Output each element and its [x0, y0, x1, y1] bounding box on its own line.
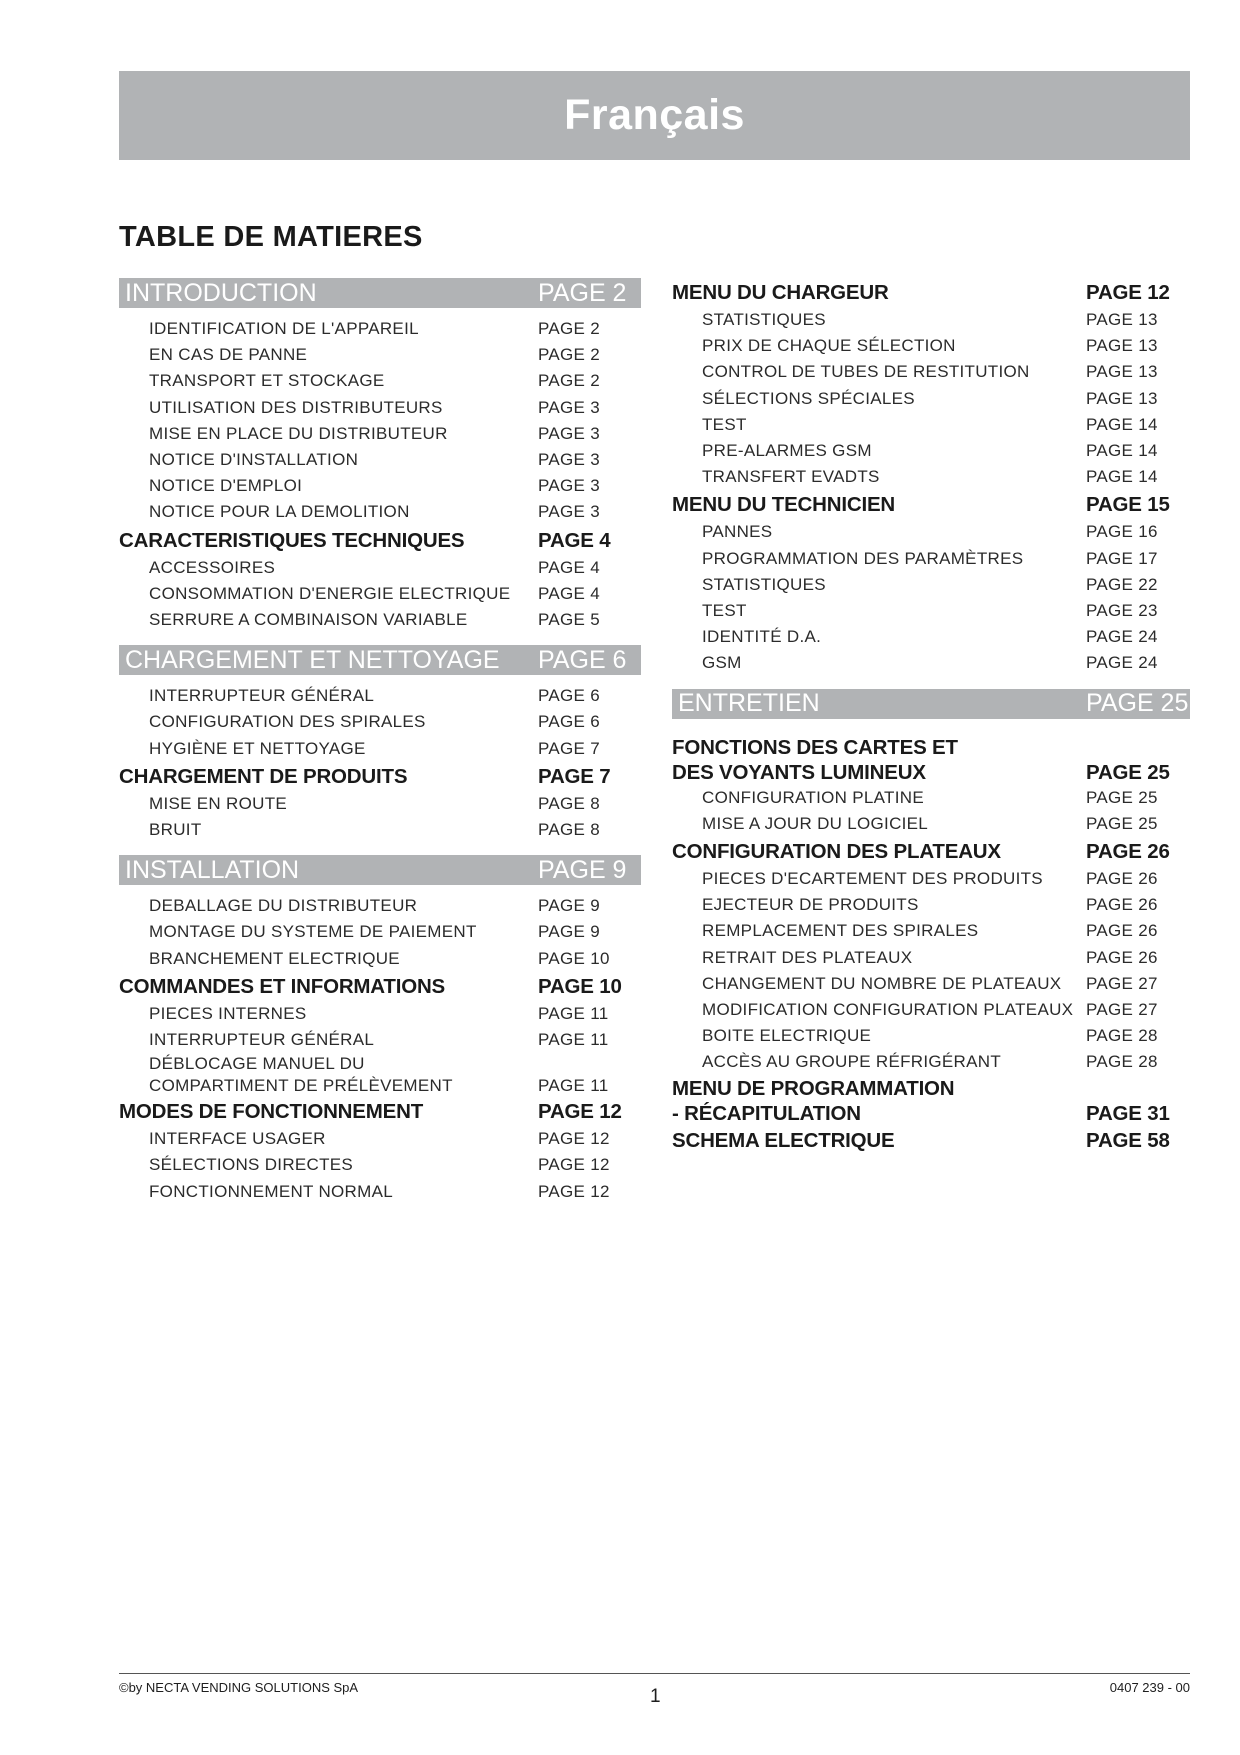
toc-item[interactable]	[119, 473, 641, 499]
toc-item-label: CONSOMMATION D'ENERGIE ELECTRIQUE	[149, 583, 511, 603]
toc-item-label: SÉLECTIONS SPÉCIALES	[702, 388, 915, 408]
toc-item[interactable]	[672, 464, 1190, 490]
toc-item[interactable]	[119, 791, 641, 817]
toc-item-label: PRE-ALARMES GSM	[702, 441, 872, 461]
toc-item-page: PAGE 11	[538, 1030, 609, 1050]
section-page: PAGE 9	[538, 855, 627, 884]
toc-item[interactable]	[119, 447, 641, 473]
toc-item-label: STATISTIQUES	[702, 310, 826, 329]
toc-heading-chargement-produits[interactable]	[119, 762, 641, 791]
toc-item-page: PAGE 3	[538, 397, 600, 417]
section-bar-installation[interactable]	[119, 855, 641, 885]
toc-item[interactable]	[672, 386, 1190, 412]
toc-heading-label: MODES DE FONCTIONNEMENT	[119, 1100, 424, 1124]
toc-item-page: PAGE 26	[1086, 895, 1158, 915]
toc-item[interactable]	[119, 683, 641, 709]
toc-item-page: PAGE 3	[538, 423, 600, 443]
footer-copyright: ©by NECTA VENDING SOLUTIONS SpA	[119, 1680, 359, 1695]
toc-item[interactable]	[672, 971, 1190, 997]
toc-item-page: PAGE 12	[538, 1155, 610, 1175]
toc-item[interactable]	[119, 1179, 641, 1205]
toc-item-label: BRUIT	[149, 820, 202, 840]
toc-item[interactable]	[672, 945, 1190, 971]
toc-heading-page: PAGE 25	[1086, 760, 1170, 784]
toc-item-label: SERRURE A COMBINAISON VARIABLE	[149, 610, 468, 630]
toc-heading-page: PAGE 15	[1086, 493, 1170, 517]
toc-heading-page: PAGE 10	[538, 974, 622, 998]
toc-item-page: PAGE 26	[1086, 947, 1158, 967]
toc-item-page: PAGE 27	[1086, 973, 1158, 993]
toc-item-page: PAGE 11	[538, 1076, 609, 1096]
toc-heading-line1: FONCTIONS DES CARTES ET	[672, 735, 958, 759]
toc-item-label: BOITE ELECTRIQUE	[702, 1026, 872, 1046]
toc-heading-page: PAGE 12	[1086, 281, 1170, 304]
toc-item[interactable]	[119, 342, 641, 368]
toc-item-label: PROGRAMMATION DES PARAMÈTRES	[702, 548, 1024, 568]
toc-item[interactable]	[119, 709, 641, 735]
toc-item-label: IDENTITÉ D.A.	[702, 627, 822, 647]
toc-item[interactable]	[672, 811, 1190, 837]
toc-item-label: TRANSPORT ET STOCKAGE	[149, 371, 385, 391]
toc-item[interactable]	[119, 946, 641, 972]
section-page: PAGE 25	[1086, 689, 1189, 718]
toc-item-label: INTERFACE USAGER	[149, 1129, 326, 1149]
toc-item-label: GSM	[702, 653, 742, 673]
section-bar-entretien[interactable]	[672, 689, 1190, 719]
toc-heading-line1: MENU DE PROGRAMMATION	[672, 1076, 955, 1100]
toc-item[interactable]	[672, 918, 1190, 944]
toc-item-page: PAGE 13	[1086, 310, 1158, 329]
toc-heading-label: CARACTERISTIQUES TECHNIQUES	[119, 528, 465, 552]
section-title: INTRODUCTION	[125, 278, 317, 307]
toc-heading-caracteristiques[interactable]	[119, 526, 641, 555]
toc-item[interactable]	[672, 333, 1190, 359]
toc-item[interactable]	[672, 866, 1190, 892]
toc-heading-page: PAGE 12	[538, 1100, 622, 1124]
toc-item[interactable]	[119, 893, 641, 919]
toc-item[interactable]	[119, 1126, 641, 1152]
toc-item-label: NOTICE D'INSTALLATION	[149, 450, 359, 470]
toc-item-page: PAGE 14	[1086, 441, 1158, 461]
toc-left-column	[119, 278, 641, 1205]
toc-item-label: EN CAS DE PANNE	[149, 345, 308, 365]
toc-item[interactable]	[119, 368, 641, 394]
toc-item-page: PAGE 10	[538, 948, 610, 968]
toc-item-page: PAGE 17	[1086, 548, 1158, 568]
toc-heading-page: PAGE 31	[1086, 1101, 1170, 1125]
toc-item-label: HYGIÈNE ET NETTOYAGE	[149, 738, 366, 758]
toc-item-page: PAGE 6	[538, 712, 600, 732]
toc-item-page: PAGE 5	[538, 610, 600, 630]
toc-heading-label: SCHEMA ELECTRIQUE	[672, 1128, 895, 1152]
toc-item-label: CONFIGURATION DES SPIRALES	[149, 712, 426, 732]
toc-heading-label: CONFIGURATION DES PLATEAUX	[672, 840, 1001, 864]
toc-item-page: PAGE 28	[1086, 1052, 1158, 1072]
toc-heading-menu-chargeur[interactable]	[672, 278, 1190, 307]
toc-item-page: PAGE 28	[1086, 1026, 1158, 1046]
toc-item-label: RETRAIT DES PLATEAUX	[702, 947, 913, 967]
toc-item[interactable]	[119, 499, 641, 525]
toc-heading-line2: - RÉCAPITULATION	[672, 1101, 861, 1125]
toc-item[interactable]	[672, 307, 1190, 333]
toc-item[interactable]	[672, 650, 1190, 676]
section-title: INSTALLATION	[125, 855, 300, 884]
toc-item-label: BRANCHEMENT ELECTRIQUE	[149, 948, 400, 968]
toc-item-page: PAGE 25	[1086, 787, 1158, 807]
toc-item[interactable]	[672, 438, 1190, 464]
toc-item-label: ACCESSOIRES	[149, 557, 276, 577]
toc-item-page: PAGE 25	[1086, 813, 1158, 833]
toc-item[interactable]	[119, 1001, 641, 1027]
toc-item[interactable]	[119, 1053, 641, 1097]
toc-item-label: FONCTIONNEMENT NORMAL	[149, 1181, 393, 1201]
toc-item-label: PIECES D'ECARTEMENT DES PRODUITS	[702, 869, 1043, 889]
section-page: PAGE 2	[538, 278, 627, 307]
toc-item-label: NOTICE D'EMPLOI	[149, 476, 303, 496]
toc-item-label: SÉLECTIONS DIRECTES	[149, 1155, 354, 1175]
toc-item[interactable]	[119, 736, 641, 762]
toc-heading-label: MENU DU TECHNICIEN	[672, 493, 896, 517]
toc-item-page: PAGE 3	[538, 476, 600, 496]
toc-item-page: PAGE 27	[1086, 1000, 1158, 1020]
toc-heading-modes[interactable]	[119, 1097, 641, 1126]
toc-item-label: CONTROL DE TUBES DE RESTITUTION	[702, 362, 1030, 382]
toc-item[interactable]	[119, 607, 641, 633]
toc-item[interactable]	[672, 1023, 1190, 1049]
toc-item-label-line1: DÉBLOCAGE MANUEL DU	[149, 1054, 365, 1074]
toc-item[interactable]	[119, 421, 641, 447]
toc-item-label: PANNES	[702, 522, 773, 542]
toc-item-label: UTILISATION DES DISTRIBUTEURS	[149, 397, 443, 417]
page-title: TABLE DE MATIERES	[119, 221, 423, 253]
toc-item[interactable]	[672, 546, 1190, 572]
toc-heading-label: COMMANDES ET INFORMATIONS	[119, 974, 446, 998]
toc-item-page: PAGE 26	[1086, 869, 1158, 889]
toc-item-label: TEST	[702, 601, 747, 621]
footer-doc-code: 0407 239 - 00	[1109, 1680, 1190, 1695]
toc-item[interactable]	[672, 359, 1190, 385]
toc-heading-page: PAGE 7	[538, 764, 611, 788]
toc-item[interactable]	[119, 919, 641, 945]
toc-item[interactable]	[672, 519, 1190, 545]
toc-item[interactable]	[119, 1027, 641, 1053]
toc-item-label: INTERRUPTEUR GÉNÉRAL	[149, 1030, 375, 1050]
toc-item-page: PAGE 9	[538, 896, 600, 916]
toc-item[interactable]	[672, 598, 1190, 624]
toc-heading-label: MENU DU CHARGEUR	[672, 281, 889, 304]
toc-heading-line2: DES VOYANTS LUMINEUX	[672, 760, 926, 784]
toc-item-label: INTERRUPTEUR GÉNÉRAL	[149, 686, 375, 706]
toc-item-page: PAGE 7	[538, 738, 600, 758]
toc-item-label: TRANSFERT EVADTS	[702, 467, 880, 487]
toc-item[interactable]	[119, 395, 641, 421]
toc-item-page: PAGE 8	[538, 820, 600, 840]
language-title: Français	[564, 91, 745, 139]
toc-item-page: PAGE 12	[538, 1129, 610, 1149]
toc-item-page: PAGE 13	[1086, 362, 1158, 382]
toc-item-label: TEST	[702, 414, 747, 434]
toc-item-page: PAGE 6	[538, 686, 600, 706]
toc-item[interactable]	[672, 997, 1190, 1023]
language-banner	[119, 71, 1190, 160]
section-bar-introduction[interactable]	[119, 278, 641, 308]
toc-heading-label: CHARGEMENT DE PRODUITS	[119, 764, 408, 788]
toc-item-page: PAGE 14	[1086, 414, 1158, 434]
toc-heading-menu-technicien[interactable]	[672, 490, 1190, 519]
footer-divider	[119, 1673, 1190, 1674]
toc-heading-page: PAGE 26	[1086, 840, 1170, 864]
toc-heading-menu-programmation[interactable]	[672, 1076, 1190, 1126]
toc-item-page: PAGE 9	[538, 922, 600, 942]
toc-item-label: NOTICE POUR LA DEMOLITION	[149, 502, 410, 522]
toc-heading-schema-electrique[interactable]	[672, 1126, 1190, 1155]
toc-item-label: MODIFICATION CONFIGURATION PLATEAUX	[702, 1000, 1074, 1020]
toc-item-page: PAGE 4	[538, 557, 600, 577]
toc-item-label	[119, 1053, 538, 1097]
toc-heading-page: PAGE 4	[538, 528, 611, 552]
toc-item[interactable]	[672, 892, 1190, 918]
toc-item-page: PAGE 2	[538, 371, 600, 391]
toc-item-label: PRIX DE CHAQUE SÉLECTION	[702, 336, 956, 356]
toc-right-column	[672, 278, 1190, 1155]
toc-item-label: PIECES INTERNES	[149, 1003, 307, 1023]
toc-heading-label	[672, 735, 1086, 785]
toc-item-page: PAGE 2	[538, 319, 600, 338]
toc-item[interactable]	[672, 785, 1190, 811]
toc-item-label: CONFIGURATION PLATINE	[702, 787, 924, 807]
toc-item-page: PAGE 23	[1086, 601, 1158, 621]
toc-item-page: PAGE 16	[1086, 522, 1158, 542]
toc-item[interactable]	[119, 817, 641, 843]
toc-item-page: PAGE 4	[538, 583, 600, 603]
toc-item-page: PAGE 8	[538, 793, 600, 813]
toc-item-label: CHANGEMENT DU NOMBRE DE PLATEAUX	[702, 973, 1062, 993]
toc-heading-configuration-plateaux[interactable]	[672, 837, 1190, 866]
toc-item[interactable]	[672, 624, 1190, 650]
toc-item-page: PAGE 12	[538, 1181, 610, 1201]
toc-item-label: MISE EN ROUTE	[149, 793, 288, 813]
toc-item-page: PAGE 26	[1086, 921, 1158, 941]
section-title: CHARGEMENT ET NETTOYAGE	[125, 645, 500, 674]
toc-item-page: PAGE 3	[538, 502, 600, 522]
toc-item-label: MONTAGE DU SYSTEME DE PAIEMENT	[149, 922, 477, 942]
toc-item[interactable]	[672, 572, 1190, 598]
footer-page-number: 1	[650, 1686, 661, 1707]
toc-item[interactable]	[119, 555, 641, 581]
toc-item[interactable]	[672, 412, 1190, 438]
toc-item-page: PAGE 24	[1086, 627, 1158, 647]
toc-heading-label	[672, 1076, 1086, 1126]
toc-heading-page: PAGE 58	[1086, 1128, 1170, 1152]
toc-item[interactable]	[672, 1049, 1190, 1075]
toc-item-label: REMPLACEMENT DES SPIRALES	[702, 921, 979, 941]
toc-item-label: EJECTEUR DE PRODUITS	[702, 895, 919, 915]
toc-item-label: MISE A JOUR DU LOGICIEL	[702, 813, 929, 833]
toc-item-page: PAGE 13	[1086, 388, 1158, 408]
toc-item-page: PAGE 24	[1086, 653, 1158, 673]
toc-item-label: MISE EN PLACE DU DISTRIBUTEUR	[149, 423, 448, 443]
toc-item[interactable]	[119, 1152, 641, 1178]
toc-item-page: PAGE 13	[1086, 336, 1158, 356]
toc-item[interactable]	[119, 316, 641, 342]
section-title: ENTRETIEN	[678, 689, 820, 718]
section-bar-chargement-nettoyage[interactable]	[119, 645, 641, 675]
toc-item-page: PAGE 14	[1086, 467, 1158, 487]
toc-item[interactable]	[119, 581, 641, 607]
toc-item-page: PAGE 22	[1086, 574, 1158, 594]
toc-heading-fonctions-cartes[interactable]	[672, 735, 1190, 785]
toc-item-label-line2: COMPARTIMENT DE PRÉLÈVEMENT	[149, 1076, 453, 1096]
section-page: PAGE 6	[538, 645, 627, 674]
toc-item-page: PAGE 3	[538, 450, 600, 470]
toc-item-label: DEBALLAGE DU DISTRIBUTEUR	[149, 896, 418, 916]
toc-heading-commandes[interactable]	[119, 972, 641, 1001]
toc-item-label: ACCÈS AU GROUPE RÉFRIGÉRANT	[702, 1052, 1002, 1072]
toc-item-page: PAGE 2	[538, 345, 600, 365]
toc-item-label: IDENTIFICATION DE L'APPAREIL	[149, 319, 419, 338]
toc-item-label: STATISTIQUES	[702, 574, 826, 594]
toc-item-page: PAGE 11	[538, 1003, 609, 1023]
